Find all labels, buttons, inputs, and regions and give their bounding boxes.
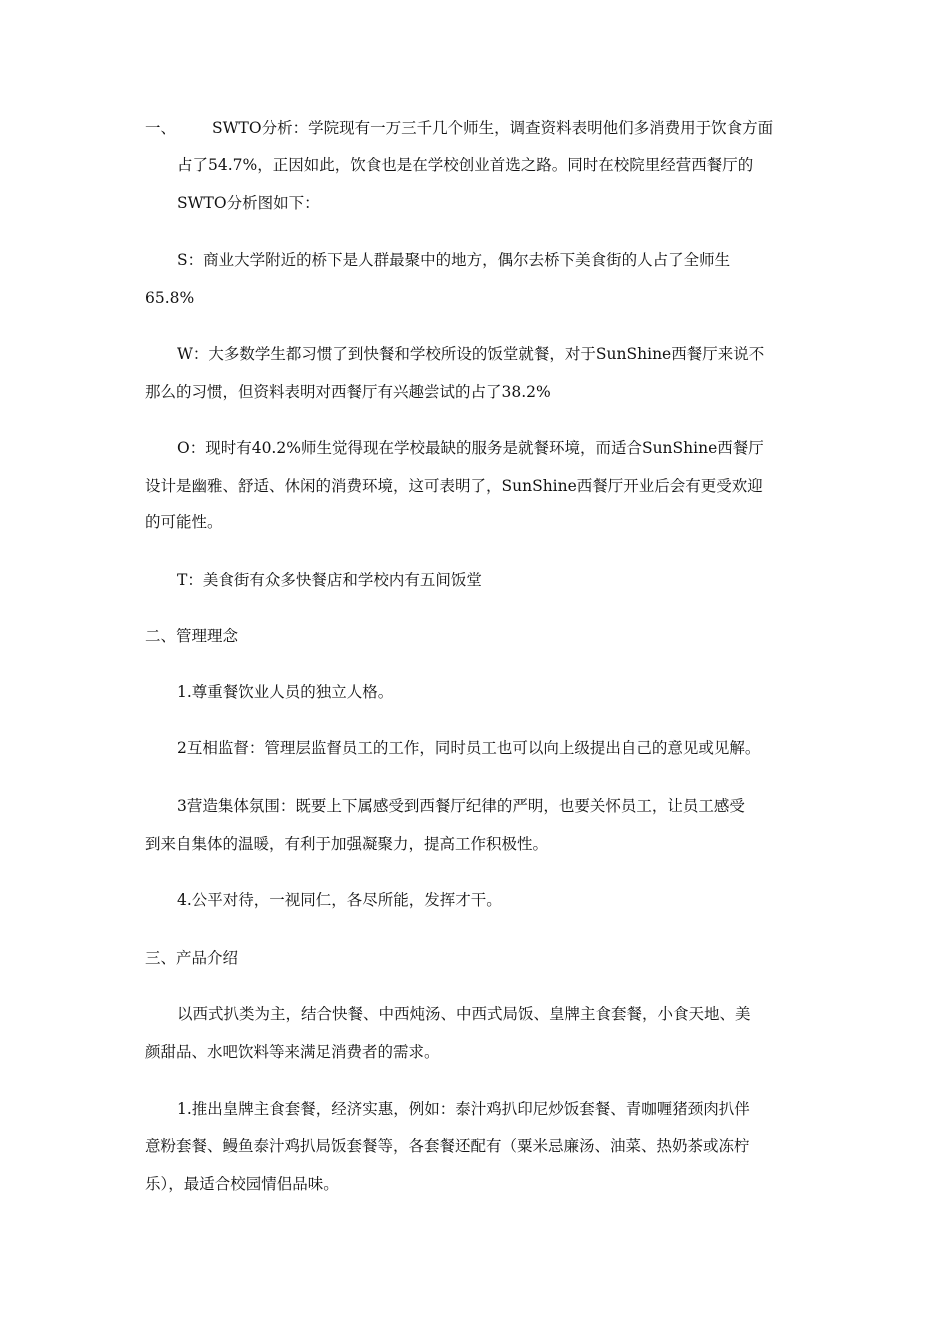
product-intro-line: 以西式扒类为主，结合快餐、中西炖汤、中西式局饭、皇牌主食套餐，小食天地、美 [177, 1005, 751, 1023]
section-1-number: 一、 [145, 119, 177, 137]
product-intro-line: 颜甜品、水吧饮料等来满足消费者的需求。 [145, 1043, 440, 1061]
swot-w-line: 那么的习惯，但资料表明对西餐厅有兴趣尝试的占了38.2% [145, 383, 551, 401]
section-2-heading: 二、管理理念 [145, 627, 239, 645]
swot-intro-line: SWTO分析：学院现有一万三千几个师生，调查资料表明他们多消费用于饮食方面 [212, 119, 774, 137]
swot-t-line: T：美食街有众多快餐店和学校内有五间饭堂 [177, 571, 482, 589]
management-item-line: 3营造集体氛围：既要上下属感受到西餐厅纪律的严明，也要关怀员工，让员工感受 [177, 797, 745, 815]
management-item-line: 到来自集体的温暖，有利于加强凝聚力，提高工作积极性。 [145, 835, 549, 853]
management-item-line: 2互相监督：管理层监督员工的工作，同时员工也可以向上级提出自己的意见或见解。 [177, 739, 761, 757]
swot-o-line: 设计是幽雅、舒适、休闲的消费环境，这可表明了，SunShine西餐厅开业后会有更受欢迎 [145, 477, 763, 495]
management-item-line: 4.公平对待，一视同仁，各尽所能，发挥才干。 [177, 891, 502, 909]
swot-intro-line: 占了54.7%，正因如此，饮食也是在学校创业首选之路。同时在校院里经营西餐厅的 [177, 156, 754, 174]
swot-s-line: 65.8% [145, 289, 195, 307]
management-item-line: 1.尊重餐饮业人员的独立人格。 [177, 683, 394, 701]
swot-intro-line: SWTO分析图如下： [177, 194, 320, 212]
product-item-line: 乐），最适合校园情侣品味。 [145, 1175, 339, 1193]
section-3-heading: 三、产品介绍 [145, 949, 239, 967]
swot-s-line: S：商业大学附近的桥下是人群最聚中的地方，偶尔去桥下美食街的人占了全师生 [177, 251, 731, 269]
swot-o-line: O：现时有40.2%师生觉得现在学校最缺的服务是就餐环境，而适合SunShine西餐厅 [177, 439, 764, 457]
swot-o-line: 的可能性。 [145, 513, 223, 531]
swot-w-line: W：大多数学生都习惯了到快餐和学校所设的饭堂就餐，对于SunShine西餐厅来说不 [177, 345, 765, 363]
product-item-line: 1.推出皇牌主食套餐，经济实惠，例如：泰汁鸡扒印尼炒饭套餐、青咖喱猪颈肉扒伴 [177, 1100, 750, 1118]
product-item-line: 意粉套餐、鳗鱼泰汁鸡扒局饭套餐等，各套餐还配有（粟米忌廉汤、油菜、热奶茶或冻柠 [145, 1137, 750, 1155]
